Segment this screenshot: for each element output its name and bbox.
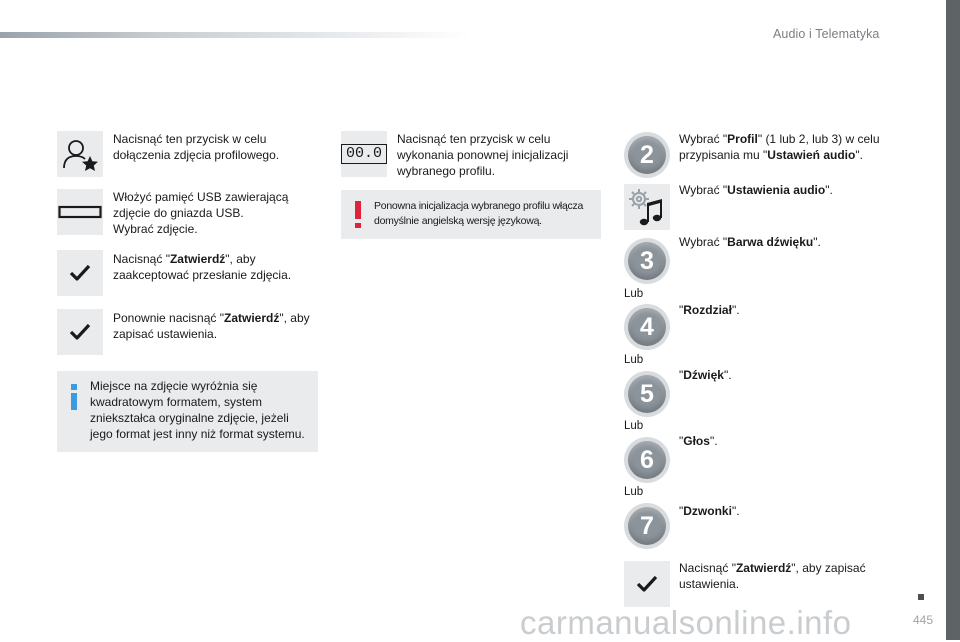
page-marker bbox=[918, 594, 924, 600]
or-label: Lub bbox=[624, 288, 644, 300]
info-icon bbox=[71, 384, 77, 410]
info-note bbox=[57, 371, 318, 452]
warning-text: Ponowna inicjalizacja wybranego profilu włącza domyślnie angielską wersję językową. bbox=[374, 200, 584, 227]
step-3-text: Wybrać "Barwa dźwięku". bbox=[679, 235, 821, 249]
exclamation-icon bbox=[355, 201, 361, 228]
watermark: carmanualsonline.info bbox=[520, 604, 852, 641]
profile-photo-instruction: Nacisnąć ten przycisk w celu dołączenia zdjęcia profilowego. bbox=[113, 132, 280, 162]
step-7-text: "Dzwonki". bbox=[679, 504, 740, 518]
step-4-text: "Rozdział". bbox=[679, 303, 740, 317]
checkmark-icon bbox=[57, 250, 103, 296]
warning-note bbox=[341, 190, 601, 239]
checkmark-icon bbox=[57, 309, 103, 355]
info-text: Miejsce na zdjęcie wyróżnia się kwadratowym formatem, system zniekształca oryginalne zdjęcie, jeżeli jego format jest inny niż format systemu. bbox=[90, 379, 305, 441]
or-label: Lub bbox=[624, 486, 644, 498]
or-label: Lub bbox=[624, 420, 644, 432]
step-4-badge: 4 bbox=[624, 304, 670, 350]
final-save-text: Nacisnąć "Zatwierdź", aby zapisać ustawienia. bbox=[679, 561, 866, 591]
reset-counter-icon: 00.0 bbox=[341, 131, 387, 177]
page-edge-bar bbox=[946, 0, 960, 640]
save-settings-instruction: Ponownie nacisnąć "Zatwierdź", aby zapisać ustawienia. bbox=[113, 311, 310, 341]
profile-star-icon bbox=[57, 131, 103, 177]
page-number: 445 bbox=[913, 613, 934, 627]
step-2-text: Wybrać "Profil" (1 lub 2, lub 3) w celu przypisania mu "Ustawień audio". bbox=[679, 132, 880, 162]
step-6-badge: 6 bbox=[624, 437, 670, 483]
step-5-badge: 5 bbox=[624, 371, 670, 417]
or-label: Lub bbox=[624, 354, 644, 366]
confirm-upload-instruction: Nacisnąć "Zatwierdź", aby zaakceptować przesłanie zdjęcia. bbox=[113, 252, 292, 282]
gear-music-icon bbox=[624, 184, 670, 230]
section-title: Audio i Telematyka bbox=[773, 27, 880, 41]
checkmark-icon bbox=[624, 561, 670, 607]
audio-settings-text: Wybrać "Ustawienia audio". bbox=[679, 183, 833, 197]
step-2-badge: 2 bbox=[624, 132, 670, 178]
step-7-badge: 7 bbox=[624, 503, 670, 549]
step-3-badge: 3 bbox=[624, 238, 670, 284]
usb-instruction: Włożyć pamięć USB zawierającą zdjęcie do gniazda USB. Wybrać zdjęcie. bbox=[113, 190, 289, 236]
header-decor-bar bbox=[0, 32, 470, 38]
step-5-text: "Dźwięk". bbox=[679, 368, 732, 382]
usb-slot-icon bbox=[57, 189, 103, 235]
reset-profile-instruction: Nacisnąć ten przycisk w celu wykonania ponownej inicjalizacji wybranego profilu. bbox=[397, 132, 569, 178]
step-6-text: "Głos". bbox=[679, 434, 718, 448]
